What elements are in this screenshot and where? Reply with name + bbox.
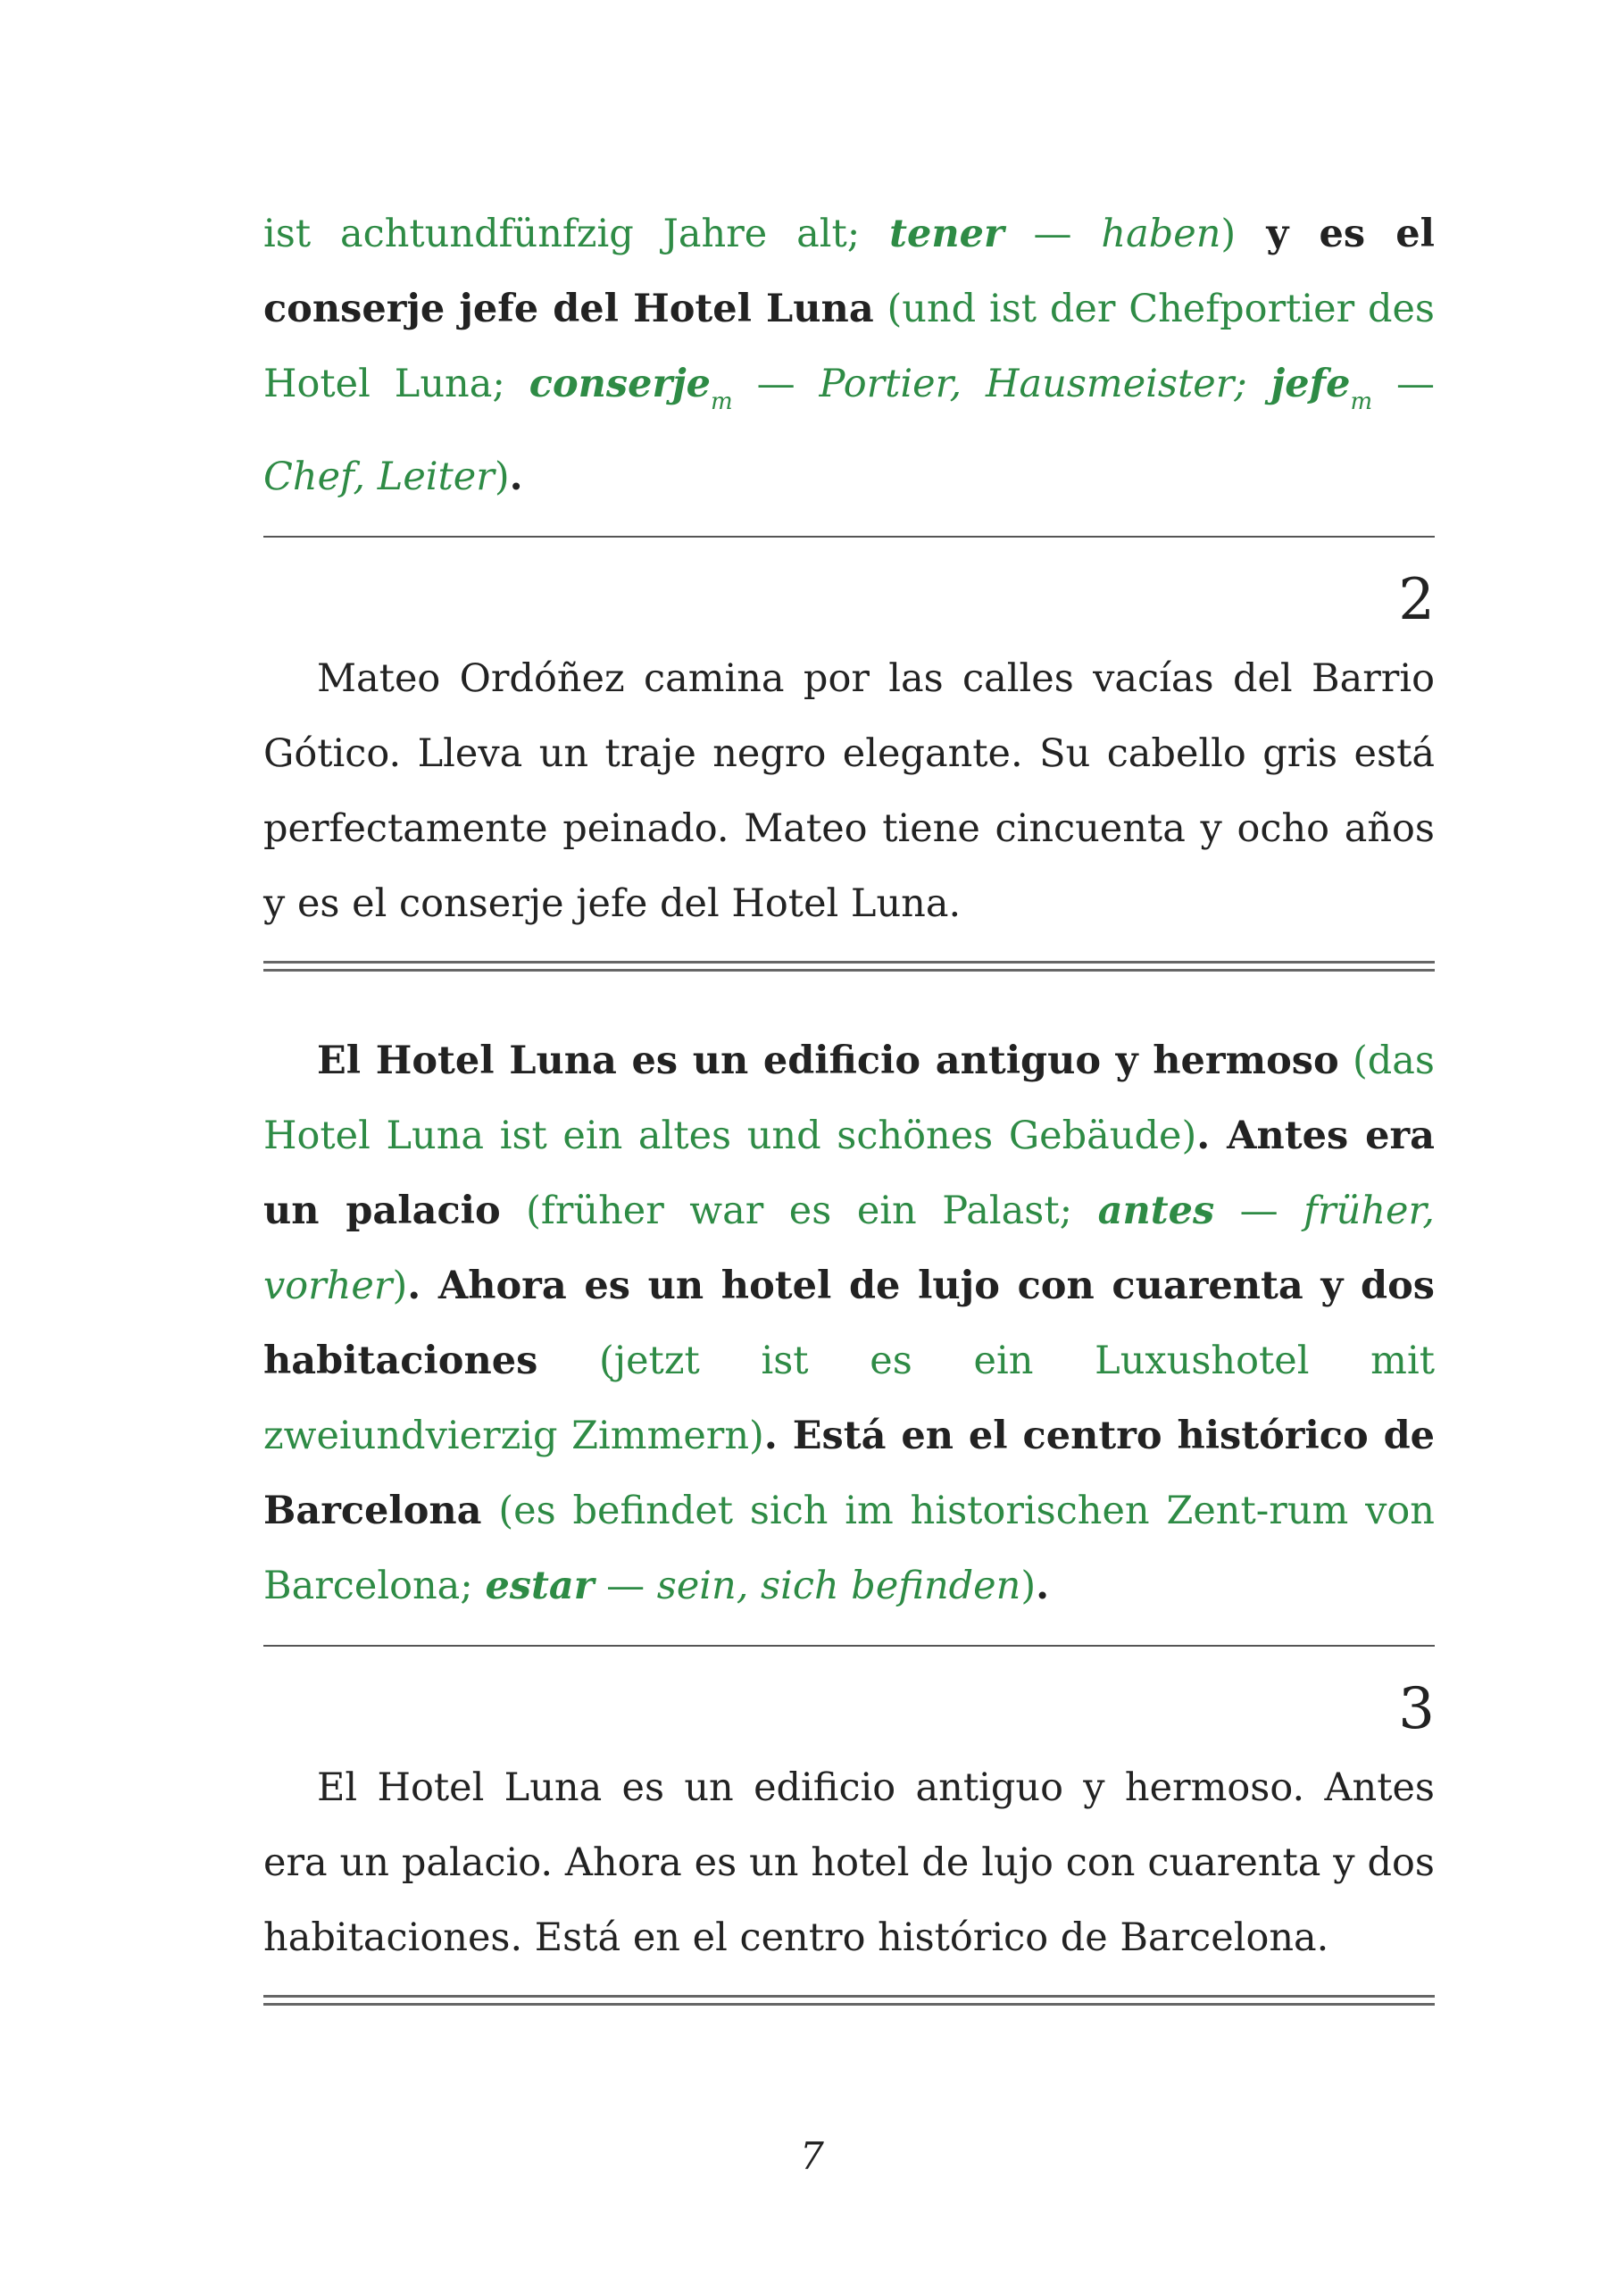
german-gloss: ist achtundfünfzig Jahre alt; xyxy=(263,212,890,256)
section-divider xyxy=(263,536,1435,538)
bilingual-paragraph-3 xyxy=(263,1023,1435,1623)
page-content xyxy=(263,196,1435,2006)
vocab-translation: Portier, Hausmeister; xyxy=(819,362,1271,406)
german-gloss: (früher war es ein Palast; xyxy=(500,1189,1098,1233)
dash: — xyxy=(594,1564,657,1608)
dash: — xyxy=(1214,1189,1304,1233)
vocab-translation: Chef, Leiter xyxy=(263,455,495,499)
spanish-sentence: Está en el centro histórico de Barcelona xyxy=(263,1414,1435,1533)
section-divider xyxy=(263,1645,1435,1647)
spanish-sentence: y es el conserje jefe del Hotel Luna xyxy=(263,212,1435,331)
dash: — xyxy=(732,362,820,406)
sentence-end: . xyxy=(763,1414,793,1458)
section-end-divider xyxy=(263,1995,1435,2006)
vocab-word: jefe xyxy=(1270,362,1351,406)
gloss-close: ) xyxy=(494,455,510,499)
sentence-end: . xyxy=(407,1264,438,1308)
german-gloss: (jetzt ist es ein Luxushotel mit zweiundvierzig Zimmern) xyxy=(263,1339,1435,1458)
gloss-close: ) xyxy=(1220,212,1237,256)
german-gloss: (und ist der Chefportier des Hotel Luna; xyxy=(263,287,1435,406)
section-end-divider xyxy=(263,961,1435,972)
section-number: 3 xyxy=(1398,1676,1435,1742)
gloss-close: ) xyxy=(392,1264,408,1308)
german-gloss: (es befindet sich im historischen Zent-rum von Barcelona; xyxy=(263,1489,1435,1608)
vocab-translation: haben xyxy=(1101,212,1221,256)
gender-marker: m xyxy=(1350,388,1373,415)
page-number: 7 xyxy=(800,2134,824,2178)
spanish-sentence: El Hotel Luna es un edificio antiguo y hermoso xyxy=(317,1039,1339,1083)
spanish-paragraph-2: Mateo Ordóñez camina por las calles vacías del Barrio Gótico. Lleva un traje negro elegante. Su cabello gris está perfectamente peinado. Mateo tiene cincuenta y ocho años y es el conserje jefe del Hotel Luna. xyxy=(263,656,1435,926)
sentence-end: . xyxy=(1196,1114,1228,1158)
bilingual-paragraph-1 xyxy=(263,196,1435,514)
vocab-word: tener xyxy=(889,212,1004,256)
spanish-paragraph-3: El Hotel Luna es un edificio antiguo y hermoso. Antes era un palacio. Ahora es un hotel de lujo con cuarenta y dos habitaciones. Está en el centro histórico de Barcelona. xyxy=(263,1765,1435,1960)
dash: — xyxy=(1004,212,1102,256)
german-gloss: (das Hotel Luna ist ein altes und schönes Gebäude) xyxy=(263,1039,1435,1158)
gender-marker: m xyxy=(711,388,733,415)
vocab-word: estar xyxy=(485,1564,595,1608)
spanish-sentence: Ahora es un hotel de lujo con cuarenta y dos habitaciones xyxy=(263,1264,1435,1383)
dash: — xyxy=(1372,362,1436,406)
vocab-translation: früher, vorher xyxy=(263,1189,1435,1308)
spanish-sentence: Antes era un palacio xyxy=(263,1114,1435,1233)
vocab-word: conserje xyxy=(529,362,712,406)
sentence-end: . xyxy=(1036,1564,1050,1608)
vocab-word: antes xyxy=(1097,1189,1215,1233)
gloss-close: ) xyxy=(1020,1564,1037,1608)
sentence-end: . xyxy=(509,455,523,499)
vocab-translation: sein, sich befinden xyxy=(656,1564,1021,1608)
section-number: 2 xyxy=(1398,567,1435,633)
